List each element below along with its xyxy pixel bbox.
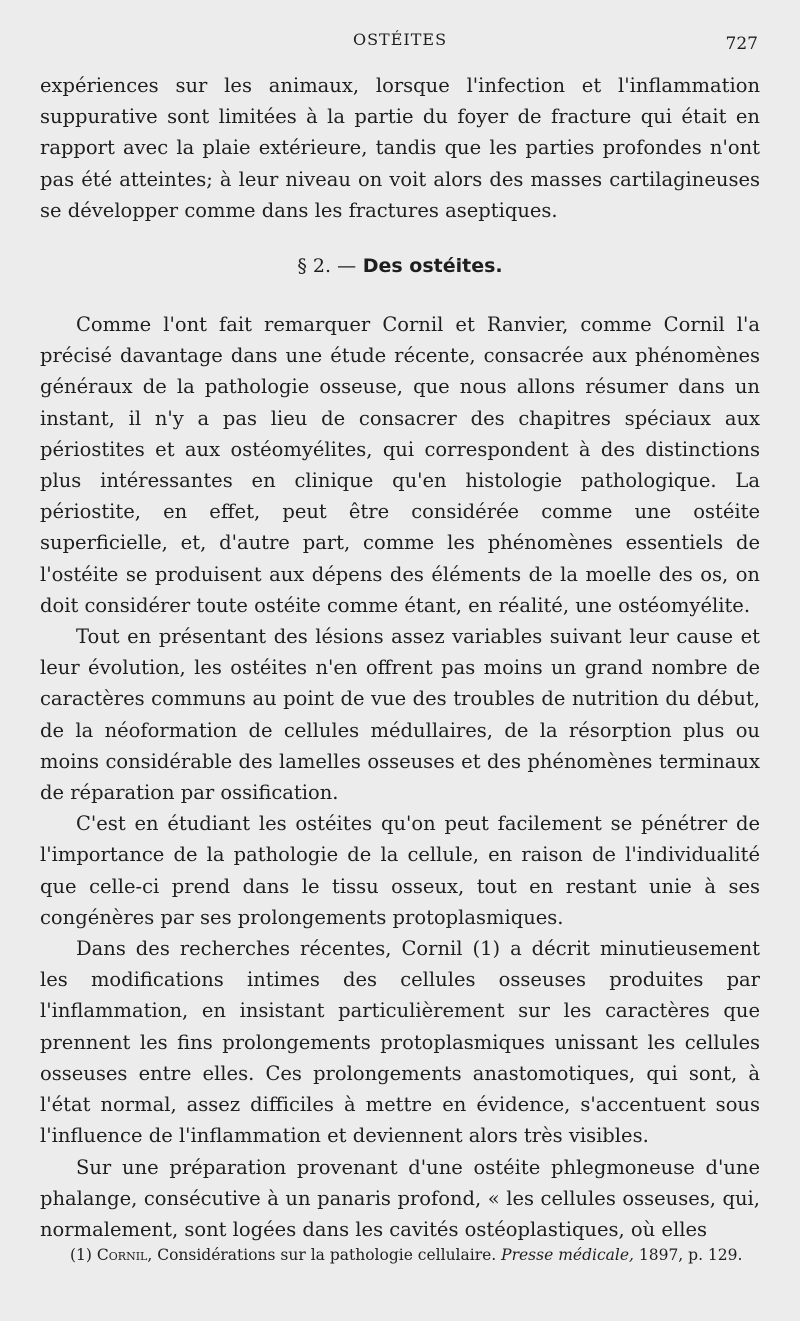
paragraph: Sur une préparation provenant d'une ostéite phlegmoneuse d'une phalange, consécutive à un panaris profond, « les cellules osseuses, qui, normalement, sont logées dans les cavités ostéoplastiques, où elles [40,1155,760,1241]
section-symbol: § 2. — [297,255,357,278]
body-text [40,70,760,1245]
paragraph: C'est en étudiant les ostéites qu'on peut facilement se pénétrer de l'importance de la pathologie de la cellule, en raison de l'individualité que celle-ci prend dans le tissu osseux, tout en restant unie à ses congénères par ses prolongements protoplasmiques. [40,812,760,929]
paragraph: Dans des recherches récentes, Cornil (1) a décrit minutieusement les modifications intimes des cellules osseuses produites par l'inflammation, en insistant particulièrement sur les caractères que prennent les fins prolongements protoplasmiques unissant les cellules osseuses entre elles. Ces prolongements anastomotiques, qui sont, à l'état normal, assez difficiles à mettre en évidence, s'accentuent sous l'influence de l'inflammation et deviennent alors très visibles. [40,937,760,1148]
section-heading [40,251,760,282]
footnote [40,1245,760,1266]
footnote-citation: 1897, p. 129. [638,1246,743,1264]
footnote-journal: Presse médicale, [501,1246,634,1264]
paragraph: Comme l'ont fait remarquer Cornil et Ranvier, comme Cornil l'a précisé davantage dans une étude récente, consacrée aux phénomènes généraux de la pathologie osseuse, que nous allons résumer dans un instant, il n'y a pas lieu de consacrer des chapitres spéciaux aux périostites et aux ostéomyélites, qui correspondent à des distinctions plus intéressantes en clinique qu'en histologie pathologique. La périostite, en effet, peut être considérée comme une ostéite superficielle, et, d'autre part, comme les phénomènes essentiels de l'ostéite se produisent aux dépens des éléments de la moelle des os, on doit considérer toute ostéite comme étant, en réalité, une ostéomyélite. [40,313,760,617]
running-head [40,30,760,54]
page-number: 727 [725,34,758,54]
paragraph: Tout en présentant des lésions assez variables suivant leur cause et leur évolution, les ostéites n'en offrent pas moins un grand nombre de caractères communs au point de vue des troubles de nutrition du début, de la néoformation de cellules médullaires, de la résorption plus ou moins considérable des lamelles osseuses et des phénomènes terminaux de réparation par ossification. [40,625,760,805]
section-title: Des ostéites. [362,255,503,278]
running-title: OSTÉITES [352,30,448,49]
paragraph-continuation: expériences sur les animaux, lorsque l'infection et l'inflammation suppurative sont limitées à la partie du foyer de fracture qui était en rapport avec la plaie extérieure, tandis que les parties profondes n'ont pas été atteintes; à leur niveau on voit alors des masses cartilagineuses se développer comme dans les fractures aseptiques. [40,74,760,222]
footnote-title: Considérations sur la pathologie cellulaire. [157,1246,497,1264]
footnote-author: Cornil, [96,1246,153,1264]
footnote-marker: (1) [70,1246,92,1264]
